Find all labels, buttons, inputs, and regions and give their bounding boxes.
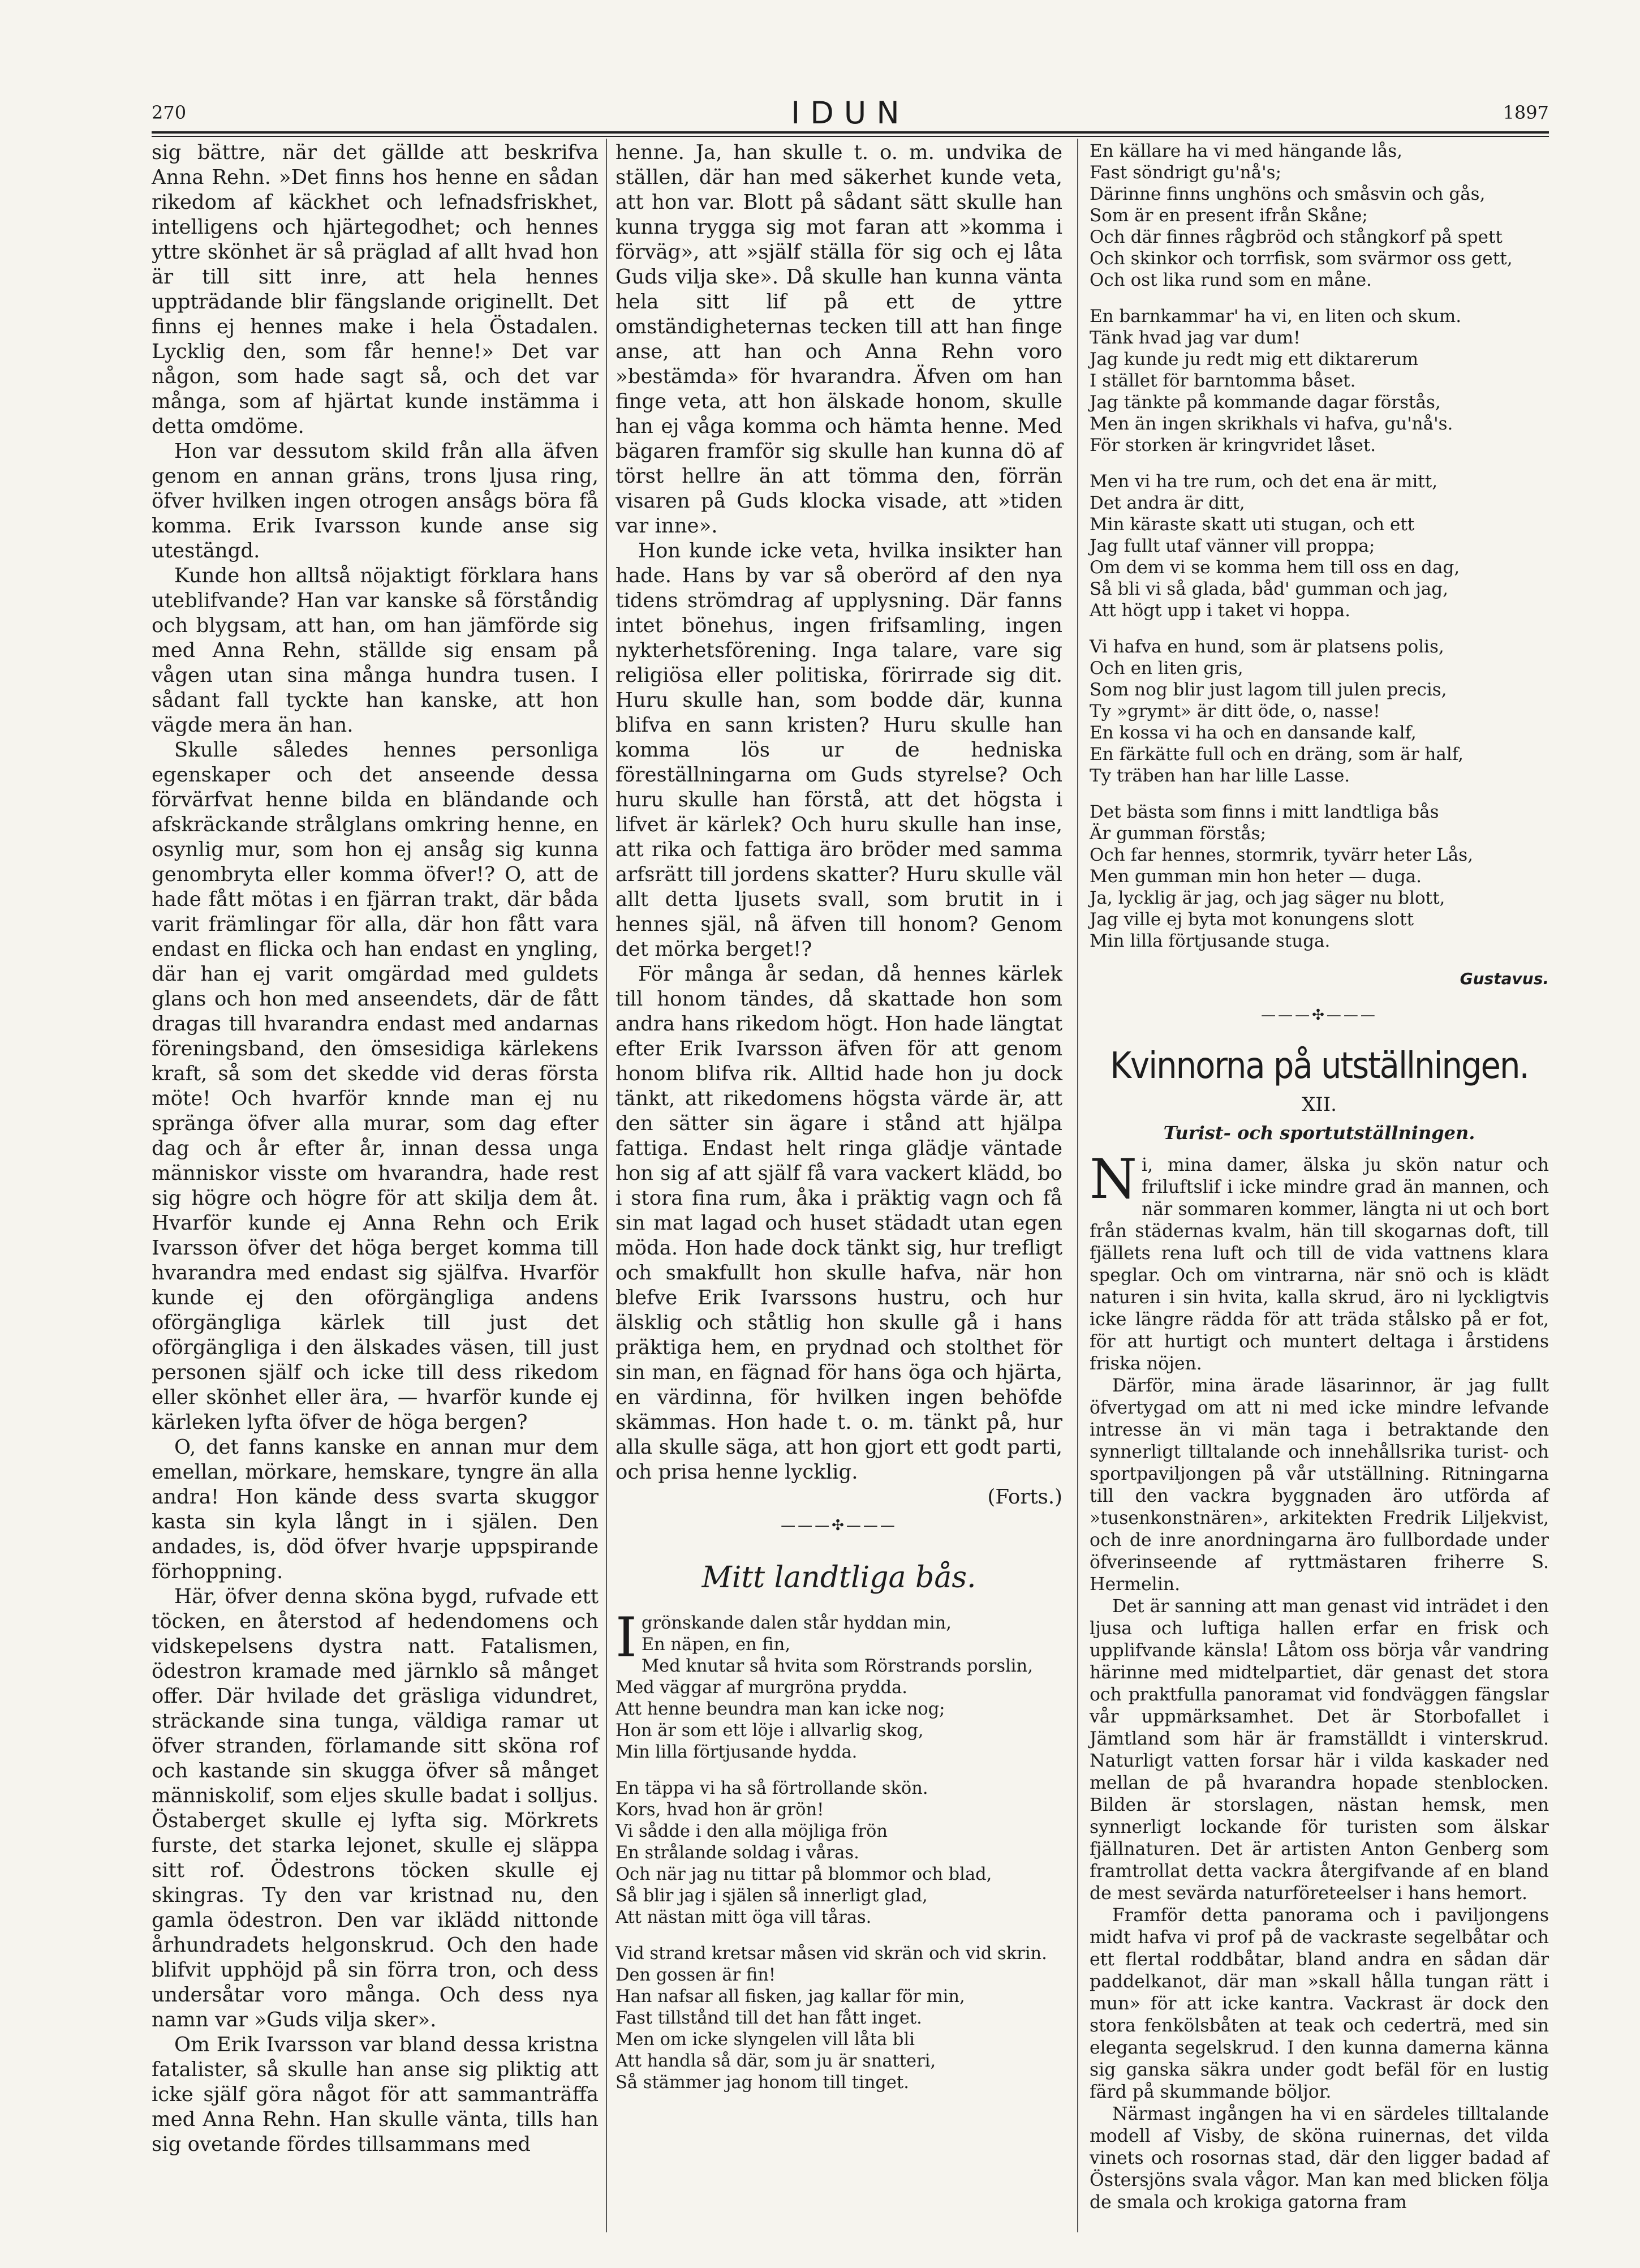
poem-line: Så stämmer jag honom till tinget. [615, 2073, 909, 2093]
poem-line: Tänk hvad jag var dum! [1090, 328, 1301, 348]
poem-line: Fast söndrigt gu'nå's; [1090, 162, 1282, 183]
paragraph-text: i, mina damer, älska ju skön natur och friluftslif i icke mindre grad än mannen, och när sommaren kommer, längta ni ut och bort från städernas kvalm, hän till skogarnas doft, till fjällets rena luft och till de vida vattnens klara speglar. Och om vintrarna, när snö och is klädt naturen i sin hvita, kalla skrud, äro ni lyckligtvis icke längre rädda för att träda stålsko på er fot, för att hurtigt och muntert deltaga i årstidens friska nöjen. [1090, 1155, 1549, 1374]
poem-line: En strålande soldag i våras. [615, 1843, 859, 1863]
paragraph: Det är sanning att man genast vid inträdet i den ljusa och luftiga hallen erfar en frisk och upplifvande känsla! Låtom oss börja vår vandring härinne med midtelpartiet, där genast det stora och praktfulla panoramat vid fondväggen fängslar vår uppmärksamhet. Det är Storbofallet i Jämtland som här är framställdt i vinterskrud. Naturligt vatten forsar här i vilda kaskader ned mellan de på hvarandra hopade stenblocken. Bilden är storslagen, nästan hemsk, men synnerligt lockande för turisten som älskar fjällnaturen. Det är artisten Anton Genberg som framtrollat detta vackra återgifvande af en bland de mest sevärda naturföreteelser i hans hemort. [1090, 1596, 1549, 1904]
paragraph: O, det fanns kanske en annan mur dem emellan, mörkare, hemskare, tyngre än alla andra! Hon kände dess svarta skuggor kasta sin kyla långt in i själen. Den andades, is, död öfver hvarje uppspirande förhoppning. [152, 1436, 599, 1583]
poem-line: En täppa vi ha så förtrollande skön. [615, 1779, 928, 1798]
poem-line: I stället för barntomma båset. [1090, 371, 1356, 391]
paragraph: henne. Ja, han skulle t. o. m. undvika de ställen, där han med säkerhet kunde veta, att hon var. Blott på sådant sätt skulle han kunna trygga sig mot faran att »komma i förväg», att »själf ställa för sig och ej låta Guds vilja ske». Då skulle han kunna vänta hela sitt lif på ett de yttre omständigheternas tecken till att han finge anse, att han och Anna Rehn voro »bestämda» för hvarandra. Äfven om han finge veta, att hon älskade honom, skulle han ej våga komma och hämta henne. Med bägaren framför sig skulle han kunna dö af törst hellre än att tömma den, förrän visaren på Guds klocka visade, att »tiden var inne». [615, 141, 1062, 538]
poem-line: Vi sådde i den alla möjliga frön [615, 1822, 888, 1841]
poem-line: Det andra är ditt, [1090, 493, 1245, 513]
column-separator-2 [1077, 139, 1078, 2232]
poem-stanza [615, 1778, 1062, 1928]
paragraph: Framför detta panorama och i paviljongens midt hafva vi prof på de vackraste segelbåtar och ett flertal roddbåtar, bland andra en sådan där paddelkanot, där man »skall hålla tungan rätt i mun» för att icke kantra. Vackrast är dock den stora fenkölsbåten at teak och cederträ, med sin eleganta segelskrud. I den kunna damerna känna sig ganska säkra under godt befäl för en lustig färd på skummande böljor. [1090, 1905, 1549, 2102]
column-1 [152, 140, 599, 2157]
poem-line: En näpen, en fin, [641, 1635, 791, 1655]
poem-line: Jag kunde ju redt mig ett diktarerum [1090, 349, 1419, 370]
poem-line: Och far hennes, stormrik, tyvärr heter Lås, [1090, 845, 1473, 865]
poem-line: Att nästan mitt öga vill tåras. [615, 1908, 872, 1927]
poem-line: För storken är kringvridet låset. [1090, 435, 1376, 456]
poem-line: Om dem vi se komma hem till oss en dag, [1090, 557, 1460, 578]
journal-title: IDUN [791, 95, 910, 131]
poem-line: Vi hafva en hund, som är platsens polis, [1090, 637, 1444, 657]
poem-line: En färkätte full och en dräng, som är half, [1090, 744, 1463, 764]
poem-line: Och när jag nu tittar på blommor och blad, [615, 1865, 992, 1884]
column-separator-1 [606, 139, 607, 2232]
poem-line: Att henne beundra man kan icke nog; [615, 1699, 945, 1719]
article-subtitle: Turist- och sportutställningen. [1163, 1122, 1475, 1144]
paragraph: Hon kunde icke veta, hvilka insikter han hade. Hans by var så oberörd af den nya tidens strömdrag af upplysning. Där fanns intet bönehus, ingen frifsamling, ingen nykterhetsförening. Inga talare, vare sig religiösa eller politiska, förirrade sig dit. Huru skulle han, som bodde där, kunna blifva en sann kristen? Huru skulle han komma lös ur de hedniska föreställningarna om Guds styrelse? Och huru skulle han förstå, att det högsta i lifvet är kärlek? Och huru skulle han inse, att rika och fattiga äro bröder med samma arfsrätt till jordens skatter? Huru skulle väl allt detta ljusets svall, som brutit in i hennes själ, nå äfven till honom? Genom det mörka berget!? [615, 539, 1062, 961]
article-body [1090, 1148, 1549, 2214]
paragraph: Kunde hon alltså nöjaktigt förklara hans uteblifvande? Han var kanske så förståndig och blygsam, att han, om han jämförde sig med Anna Rehn, ställde sig ensam på vågen utan sina många hundra tusen. I sådant fall tyckte han kanske, att hon vägde mera än han. [152, 564, 599, 737]
paragraph: Hon var dessutom skild från alla äfven genom en annan gräns, trons ljusa ring, öfver hvilken ingen otrogen ansågs böra få komma. Erik Ivarsson kunde anse sig utestängd. [152, 440, 599, 562]
poem-line: Så blir jag i själen så innerligt glad, [615, 1886, 928, 1906]
poem-title: Mitt landtliga bås. [701, 1561, 976, 1595]
poem-line: Han nafsar all fisken, jag kallar för min, [615, 1987, 965, 2007]
article-part: XII. [1302, 1093, 1337, 1116]
poem-line: Fast tillstånd till det han fått inget. [615, 2008, 922, 2028]
page-header [152, 95, 1549, 135]
poem-line: grönskande dalen står hyddan min, [641, 1613, 952, 1633]
poem-line: Som är en present ifrån Skåne; [1090, 205, 1368, 226]
paragraph: För många år sedan, då hennes kärlek till honom tändes, då skattade hon som andra hans rikedom högt. Hon hade längtat efter Erik Ivarsson äfven för att genom honom blifva rik. Alltid hade hon ju dock tänkt, att rikedomens högsta värde är, att den sätter sin ägare i stånd att hjälpa fattiga. Endast helt ringa glädje väntade hon sig af att själf få vara vackert klädd, bo i stora fina rum, åka i präktig vagn och få sin mat lagad och huset städadt utan egen möda. Hon hade dock tänkt sig, hur trefligt och smakfullt hon skulle hafva, när hon blefve Erik Ivarssons hustru, och hur älsklig och ståtlig hon skulle gå i hans präktiga hem, en prydnad och stolthet för sin man, en fägnad för hans öga och hjärta, en värdinna, för hvilken ingen behöfde skämmas. Hon hade t. o. m. tänkt på, hur alla skulle säga, att hon gjort ett godt parti, och prisa henne lycklig. [615, 963, 1062, 1484]
poem-line: Ty »grymt» är ditt öde, o, nasse! [1090, 701, 1380, 721]
poem-line: Att högt upp i taket vi hoppa. [1090, 600, 1350, 621]
poem-line: En barnkammar' ha vi, en liten och skum. [1090, 306, 1462, 327]
poem-line: Och skinkor och torrfisk, som svärmor oss gett, [1090, 248, 1513, 269]
year: 1897 [1503, 102, 1549, 123]
poem-signature: Gustavus. [1460, 969, 1549, 988]
poem-line: Jag tänkte på kommande dagar förstås, [1090, 392, 1441, 413]
story-continuation [615, 140, 1062, 1510]
poem-line: Ty träben han har lille Lasse. [1090, 766, 1350, 786]
poem-line: Min lilla förtjusande stuga. [1090, 931, 1331, 951]
drop-cap: N [1090, 1148, 1137, 1211]
poem-stanza [615, 1606, 1062, 1763]
poem-line: Men gumman min hon heter — duga. [1090, 866, 1422, 887]
ornament-divider: ———✣——— [781, 1517, 897, 1534]
ornament-divider: ———✣——— [1261, 1007, 1378, 1024]
page-number: 270 [152, 102, 187, 123]
poem-line: Ja, lycklig är jag, och jag säger nu blott, [1090, 888, 1445, 908]
poem-line: Det bästa som finns i mitt landtliga bås [1090, 802, 1439, 822]
paragraph: Här, öfver denna sköna bygd, rufvade ett töcken, en återstod af hedendomens och vidskepelsens dystra natt. Fatalismen, ödestron kramade med järnklo så månget offer. Där hvilade det gräsliga vidundret, sträckande sina tunga, väldiga ramar ut öfver stranden, förlamande sitt sköna rof och kastande sin skugga öfver så månget människolif, som eljes skulle badat i solljus. Östaberget skulle ej lyfta sig. Mörkrets furste, det starka lejonet, skulle ej släppa sitt rof. Ödestrons töcken skulle ej skingras. Ty den var kristnad nu, den gamla ödestron. Den var iklädd nittonde århundradets helgonskrud. Och den hade blifvit upphöjd på sin förra tron, och dess undersåtar voro många. Och dess nya namn var »Guds vilja sker». [152, 1585, 599, 2031]
poem-line: Hon är som ett löje i allvarlig skog, [615, 1721, 924, 1741]
paragraph: Därför, mina ärade läsarinnor, är jag fullt öfvertygad om att ni med icke mindre lefvande intresse än vi män taga i betraktande den synnerligt tilltalande och innehållsrika turist- och sportpaviljongen på vår utställning. Ritningarna till den vackra byggnaden äro utförda af »tusenkonstnären», arkitekten Fredrik Liljekvist, och de inre anordningarna äro fullbordade under öfverinseende af ryttmästaren friherre S. Hermelin. [1090, 1376, 1549, 1595]
poem-line: Som nog blir just lagom till julen precis, [1090, 680, 1447, 700]
drop-cap: I [615, 1606, 637, 1669]
column-2 [615, 140, 1062, 2108]
poem-line: Kors, hvad hon är grön! [615, 1800, 824, 1820]
poem-line: Men än ingen skrikhals vi hafva, gu'nå's. [1090, 414, 1453, 434]
header-rule-thin [152, 136, 1549, 137]
article-title: Kvinnorna på utställningen. [1110, 1045, 1529, 1087]
paragraph [1090, 1148, 1549, 1375]
poem-line: Jag ville ej byta mot konungens slott [1090, 909, 1414, 930]
poem-line: Jag fullt utaf vänner vill proppa; [1090, 536, 1375, 556]
poem-stanza [1090, 636, 1549, 787]
paragraph: Närmast ingången ha vi en särdeles tilltalande modell af Visby, de sköna ruinernas, det vilda vinets och rosornas stad, där den ligger badad af Östersjöns svala vågor. Man kan med blicken följa de smala och krokiga gatorna fram [1090, 2104, 1549, 2213]
poem-stanza [1090, 140, 1549, 291]
poem-line: Och en liten gris, [1090, 658, 1243, 678]
paragraph: Skulle således hennes personliga egenskaper och det anseende dessa förvärfvat henne bilda en bländande och afskräckande strålglans omkring henne, en osynlig mur, som hon ej ansåg sig kunna genombryta eller komma öfver!? O, att de hade fått mötas i en fjärran trakt, där båda varit främlingar för alla, där hon fått vara endast en flicka och han endast en yngling, där han ej varit omgärdad med guldets glans och hon med anseendets, där de fått dragas till hvarandra endast med andarnas föreningsband, den ömsesidiga kärlekens kraft, så som det skedde vid deras första möte! Och hvarför knnde man ej nu spränga öfver alla murar, som dag efter dag och år efter år, innan dessa unga människor visste om hvarandra, hade rest sig högre och högre för att skilja dem åt. Hvarför kunde ej Anna Rehn och Erik Ivarsson öfver det höga berget komma till hvarandra med endast sig själfva. Hvarför kunde ej den oförgängliga andens oförgängliga kärlek till just det oförgängliga i den älskades väsen, till just personen själf och icke till dess rikedom eller skönhet eller ära, — hvarför kunde ej kärleken lyfta öfver de höga bergen? [152, 738, 599, 1434]
column-3 [1090, 140, 1549, 2214]
header-rule-thick [152, 131, 1549, 134]
poem-line: Men vi ha tre rum, och det ena är mitt, [1090, 471, 1438, 492]
poem-line: En källare ha vi med hängande lås, [1090, 141, 1402, 161]
poem-stanza [1090, 306, 1549, 456]
poem-line: Men om icke slyngelen vill låta bli [615, 2030, 915, 2050]
poem-line: Den gossen är fin! [615, 1965, 776, 1985]
poem-line: Är gumman förstås; [1090, 823, 1267, 844]
poem-stanza [1090, 801, 1549, 952]
paragraph: sig bättre, när det gällde att beskrifva Anna Rehn. »Det finns hos henne en sådan rikedom af käckhet och lefnadsfriskhet, intelligens och hjärtegodhet; och hennes yttre skönhet är så präglad af allt hvad hon är till sitt inre, att hela hennes uppträdande blir fängslande originellt. Det finns ej hennes make i hela Östadalen. Lycklig den, som får henne!» Det var någon, som hade sagt så, och det var många, som af hjärtat kunde instämma i detta omdöme. [152, 141, 599, 438]
poem-stanza [615, 1943, 1062, 2094]
poem-line: Vid strand kretsar måsen vid skrän och vid skrin. [615, 1944, 1047, 1964]
poem-line: Att handla så där, som ju är snatteri, [615, 2051, 936, 2071]
poem-line: Därinne finns unghöns och småsvin och gås, [1090, 184, 1486, 204]
poem-line: En kossa vi ha och en dansande kalf, [1090, 723, 1417, 743]
poem-line: Och ost lika rund som en måne. [1090, 270, 1372, 290]
poem-line: Med väggar af murgröna prydda. [615, 1678, 907, 1698]
poem-line: Med knutar så hvita som Rörstrands porslin, [641, 1656, 1033, 1676]
poem-stanza [1090, 471, 1549, 621]
poem-line: Så bli vi så glada, båd' gumman och jag, [1090, 579, 1448, 599]
paragraph: Om Erik Ivarsson var bland dessa kristna fatalister, så skulle han anse sig pliktig att icke själf göra något för att sammanträffa med Anna Rehn. Han skulle vänta, tills han sig ovetande fördes tillsammans med [152, 2033, 599, 2156]
continued-note: (Forts.) [987, 1485, 1062, 1509]
poem-line: Min lilla förtjusande hydda. [615, 1742, 858, 1762]
poem-line: Och där finnes rågbröd och stångkorf på spett [1090, 227, 1503, 247]
poem-line: Min käraste skatt uti stugan, och ett [1090, 514, 1415, 535]
